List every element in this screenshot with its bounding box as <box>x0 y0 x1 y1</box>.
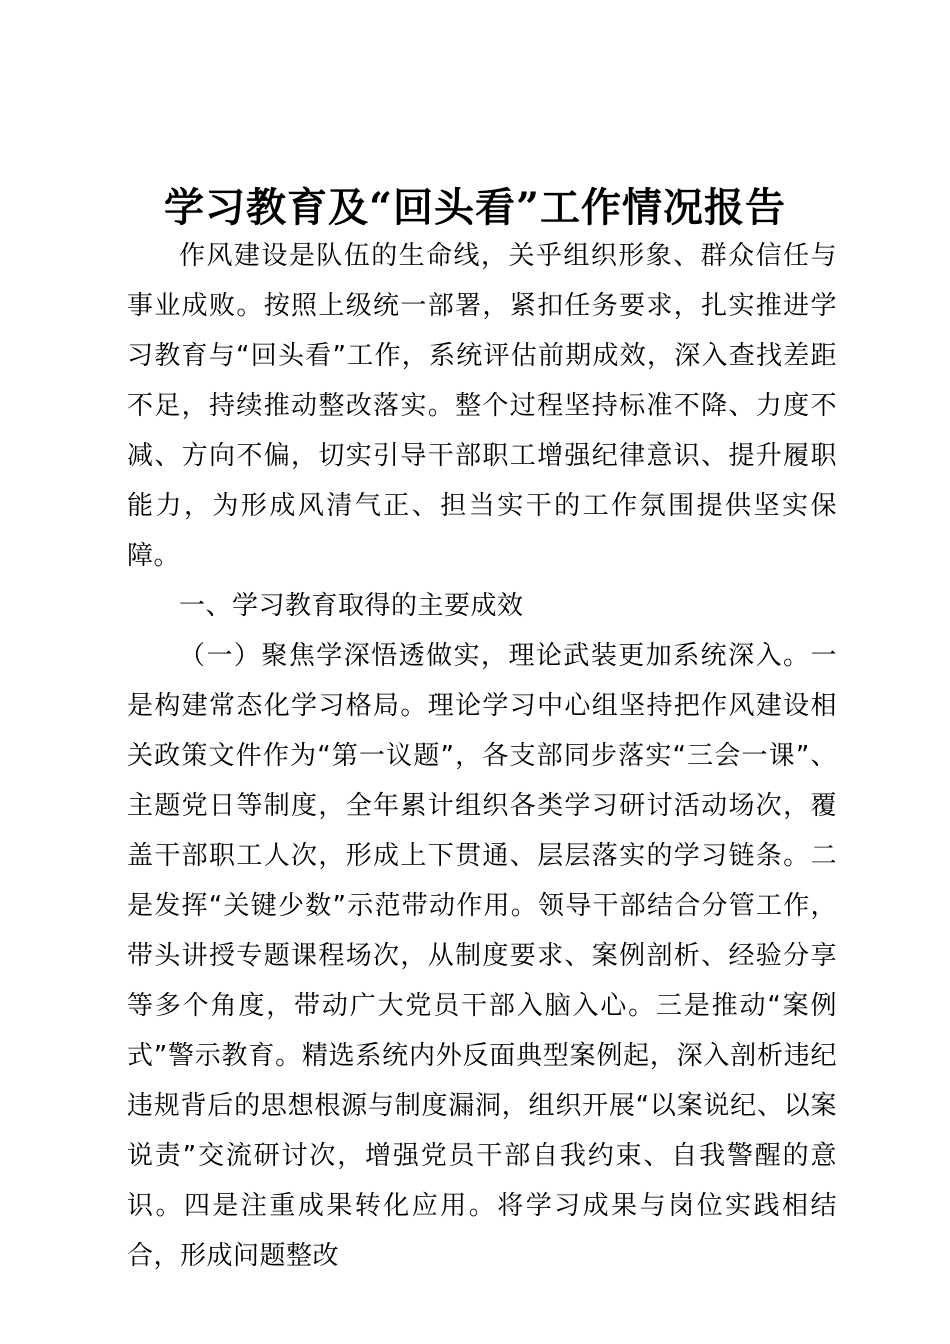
document-title: 学习教育及“回头看”工作情况报告 <box>163 184 786 231</box>
section-paragraph: （一）聚焦学深悟透做实，理论武装更加系统深入。一是构建常态化学习格局。理论学习中心组坚持把作风建设相关政策文件作为“第一议题”，各支部同步落实“三会一课”、主题党日等制度，全年累计组织各类学习研讨活动场次，覆盖干部职工人次，形成上下贯通、层层落实的学习链条。二是发挥“关键少数”示范带动作用。领导干部结合分管工作，带头讲授专题课程场次，从制度要求、案例剖析、经验分享等多个角度，带动广大党员干部入脑入心。三是推动“案例式”警示教育。精选系统内外反面典型案例起，深入剖析违纪违规背后的思想根源与制度漏洞，组织开展“以案说纪、以案说责”交流研讨次，增强党员干部自我约束、自我警醒的意识。四是注重成果转化应用。将学习成果与岗位实践相结合，形成问题整改 <box>127 641 837 1271</box>
section-heading: 一、学习教育取得的主要成效 <box>179 591 524 621</box>
intro-paragraph: 作风建设是队伍的生命线，关乎组织形象、群众信任与事业成败。按照上级统一部署，紧扣任务要求，扎实推进学习教育与“回头看”工作，系统评估前期成效，深入查找差距不足，持续推动整改落实。整个过程坚持标准不降、力度不减、方向不偏，切实引导干部职工增强纪律意识、提升履职能力，为形成风清气正、担当实干的工作氛围提供坚实保障。 <box>127 241 837 571</box>
document-body <box>127 231 837 1281</box>
